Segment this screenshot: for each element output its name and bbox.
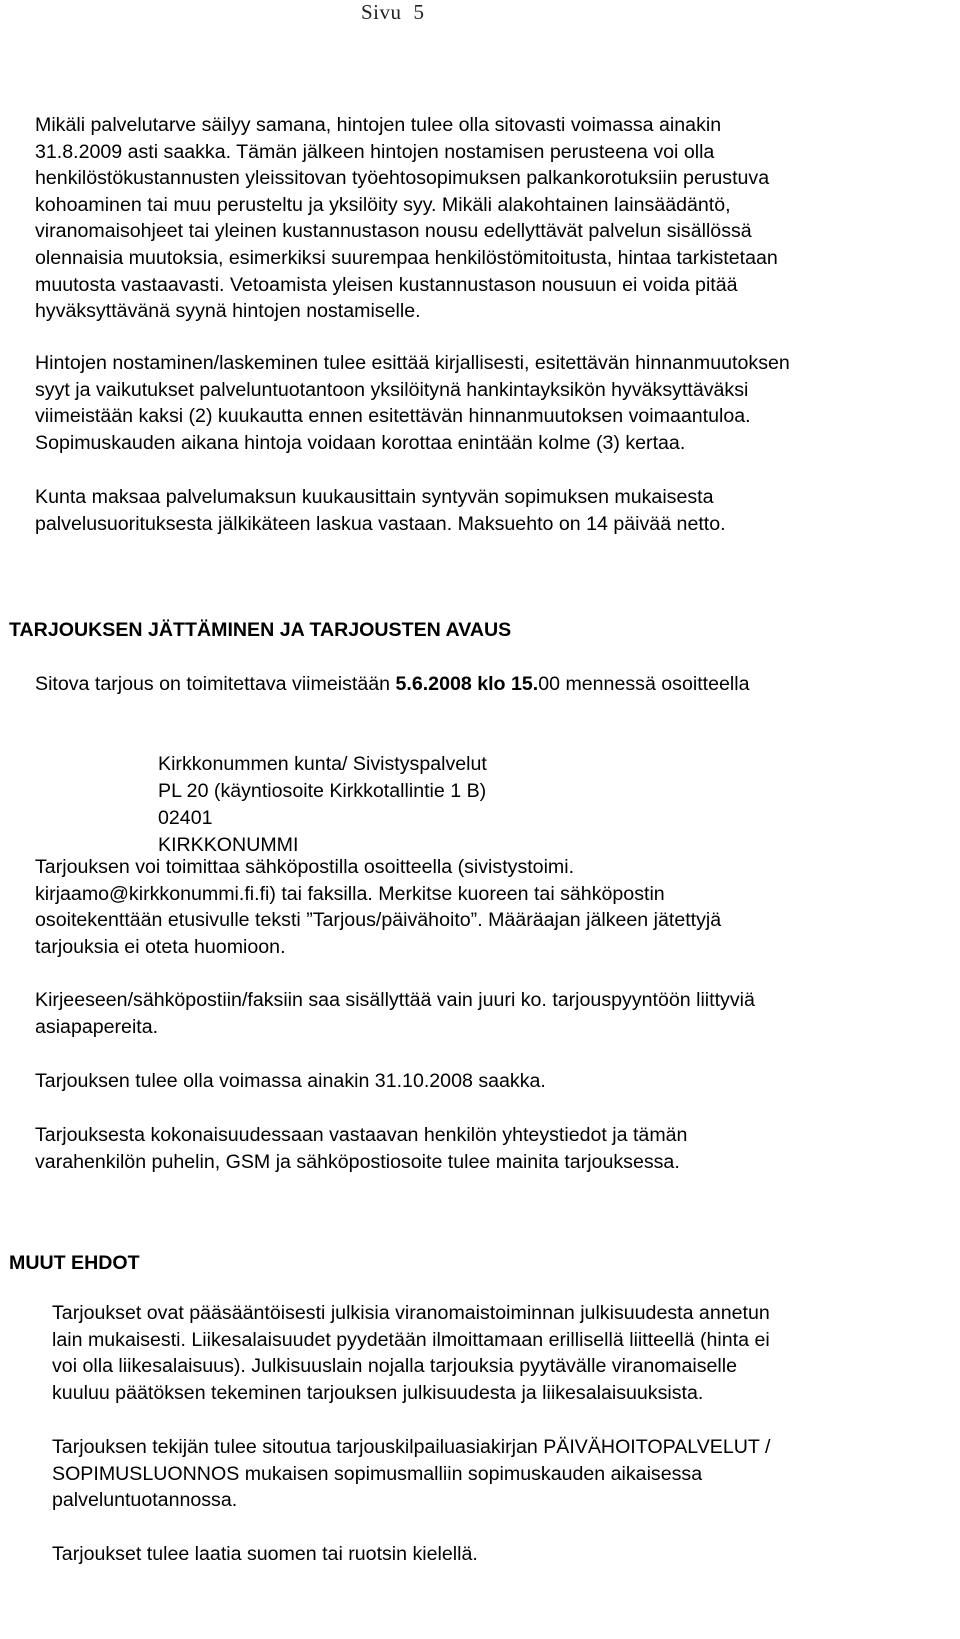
text-line: asiapapereita.: [35, 1015, 159, 1038]
address-line: Kirkkonummen kunta/ Sivistyspalvelut: [158, 753, 487, 775]
address-line: KIRKKONUMMI: [158, 834, 299, 856]
paragraph-commitment: [52, 1434, 770, 1514]
text-line: henkilöstökustannusten yleissitovan työehtosopimuksen palkankorotuksiin perustuva: [35, 167, 770, 190]
text-line: Tarjouksen tekijän tulee sitoutua tarjouskilpailuasiakirjan PÄIVÄHOITOPALVELUT /: [52, 1436, 771, 1458]
deadline-prefix: Sitova tarjous on toimitettava viimeistään: [35, 673, 396, 695]
section-heading-submission: TARJOUKSEN JÄTTÄMINEN JA TARJOUSTEN AVAUS: [9, 619, 512, 641]
deadline-date: 5.6.2008 klo 15.: [395, 673, 539, 695]
text-line: kirjaamo@kirkkonummi.fi.fi) tai faksilla. Merkitse kuoreen tai sähköpostin: [35, 882, 665, 905]
text-line: voi olla liikesalaisuus). Julkisuuslain nojalla tarjouksia pyytävälle viranomaiselle: [52, 1355, 738, 1378]
text-line: syyt ja vaikutukset palveluntuotantoon yksilöitynä hankintayksikön hyväksyttäväksi: [35, 378, 749, 401]
text-line: olennaisia muutoksia, esimerkiksi suurempaa henkilöstömitoitusta, hintaa tarkistetaan: [35, 246, 778, 269]
paragraph-price-change: [35, 350, 790, 456]
paragraph-language: [52, 1541, 478, 1568]
text-line: kuuluu päätöksen tekeminen tarjouksen julkisuudesta ja liikesalaisuuksista.: [52, 1381, 704, 1404]
page-header: [361, 0, 425, 24]
text-line: Tarjouksen tulee olla voimassa ainakin 31.10.2008 saakka.: [35, 1070, 546, 1092]
paragraph-publicity: [52, 1300, 770, 1406]
text-line: Kirjeeseen/sähköpostiin/faksiin saa sisällyttää vain juuri ko. tarjouspyyntöön liittyviä: [35, 989, 755, 1011]
paragraph-attachments: [35, 987, 755, 1040]
text-line: kohoaminen tai muu perusteltu ja yksilöity syy. Mikäli alakohtainen lainsäädäntö,: [35, 193, 731, 216]
text-line: Tarjouksesta kokonaisuudessaan vastaavan henkilön yhteystiedot ja tämän: [35, 1124, 688, 1146]
text-line: Mikäli palvelutarve säilyy samana, hintojen tulee olla sitovasti voimassa ainakin: [35, 114, 722, 136]
address-block: [158, 751, 487, 859]
page-number: 5: [413, 0, 425, 24]
paragraph-payment: [35, 484, 726, 537]
address-line: PL 20 (käyntiosoite Kirkkotallintie 1 B): [158, 780, 487, 802]
text-line: Kunta maksaa palvelumaksun kuukausittain syntyvän sopimuksen mukaisesta: [35, 486, 714, 508]
text-line: tarjouksia ei oteta huomioon.: [35, 935, 286, 958]
text-line: varahenkilön puhelin, GSM ja sähköpostiosoite tulee mainita tarjouksessa.: [35, 1150, 680, 1173]
page-label: Sivu: [361, 0, 402, 24]
text-line: hyväksyttävänä syynä hintojen nostamiselle.: [35, 300, 421, 323]
text-line: muutosta vastaavasti. Vetoamista yleisen kustannustason nousuun ei voida pitää: [35, 273, 738, 296]
text-line: viranomaisohjeet tai yleinen kustannustason nousu edellyttävät palvelun sisällössä: [35, 220, 752, 243]
text-line: SOPIMUSLUONNOS mukaisen sopimusmalliin sopimuskauden aikaisessa: [52, 1462, 703, 1485]
text-line: lain mukaisesti. Liikesalaisuudet pyydetään ilmoittamaan erillisellä liitteellä (hinta ei: [52, 1328, 770, 1351]
text-line: viimeistään kaksi (2) kuukautta ennen esitettävän hinnanmuutoksen voimaantuloa.: [35, 405, 751, 428]
deadline-suffix: mennessä osoitteella: [560, 673, 750, 695]
text-line: palvelusuorituksesta jälkikäteen laskua vastaan. Maksuehto on 14 päivää netto.: [35, 512, 726, 535]
address-line: 02401: [158, 807, 213, 829]
paragraph-deadline: [35, 671, 750, 698]
text-line: Tarjoukset ovat pääsääntöisesti julkisia viranomaistoiminnan julkisuudesta annetun: [52, 1302, 770, 1324]
paragraph-validity: [35, 1068, 546, 1095]
paragraph-email-fax: [35, 854, 721, 960]
text-line: Tarjoukset tulee laatia suomen tai ruotsin kielellä.: [52, 1543, 478, 1565]
text-line: [35, 671, 750, 698]
text-line: osoitekenttään etusivulle teksti ”Tarjous/päivähoito”. Määräajan jälkeen jätettyjä: [35, 909, 722, 932]
deadline-minutes: 00: [538, 673, 560, 695]
text-line: Tarjouksen voi toimittaa sähköpostilla osoitteella (sivistystoimi.: [35, 856, 575, 878]
paragraph-price-validity: [35, 112, 778, 325]
text-line: 31.8.2009 asti saakka. Tämän jälkeen hintojen nostamisen perusteena voi olla: [35, 140, 715, 163]
text-line: Hintojen nostaminen/laskeminen tulee esittää kirjallisesti, esitettävän hinnanmuutoksen: [35, 352, 790, 374]
text-line: Sopimuskauden aikana hintoja voidaan korottaa enintään kolme (3) kertaa.: [35, 431, 686, 454]
paragraph-contacts: [35, 1122, 687, 1175]
section-heading-other-terms: MUUT EHDOT: [9, 1252, 140, 1274]
text-line: palveluntuotannossa.: [52, 1489, 238, 1512]
